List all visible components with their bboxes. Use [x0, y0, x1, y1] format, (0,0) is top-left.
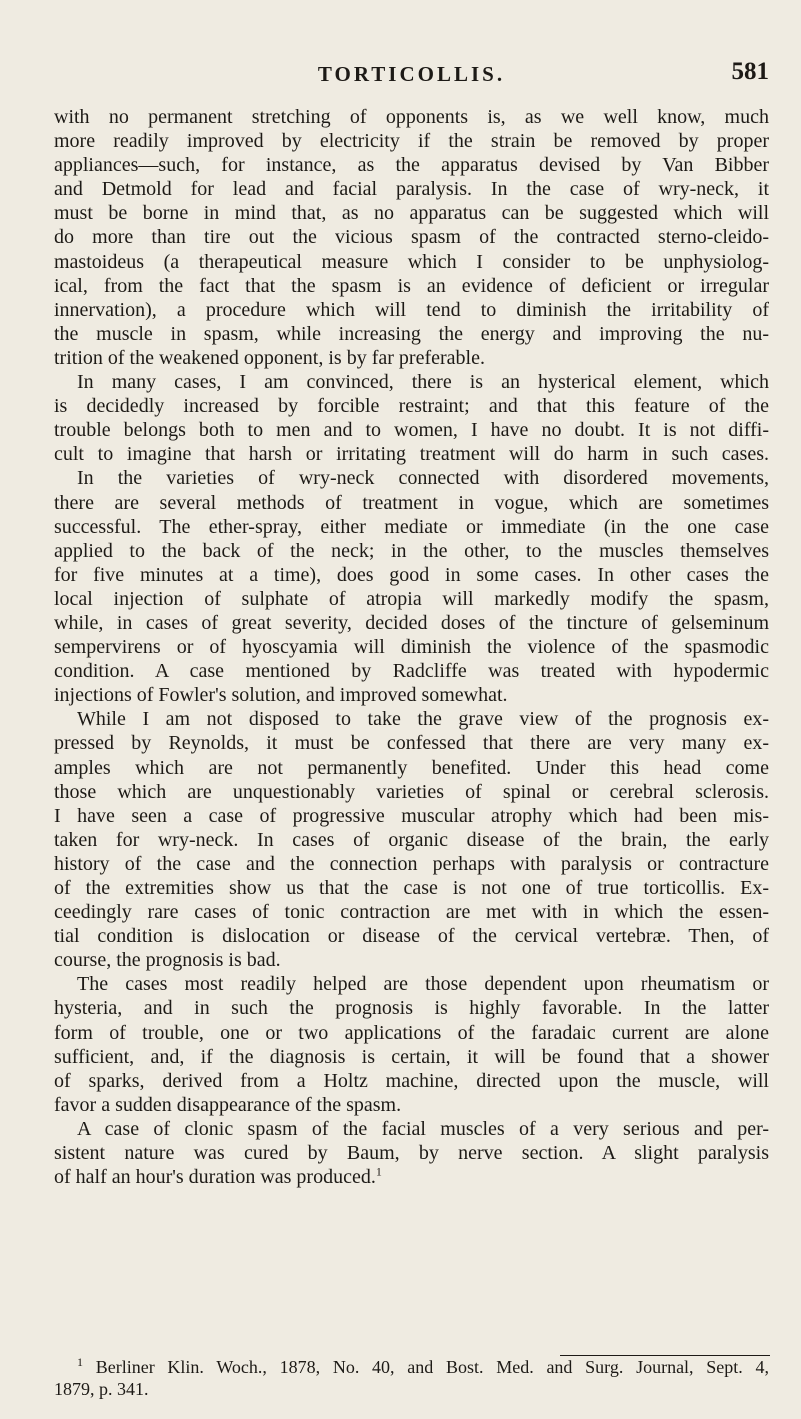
text-line: In the varieties of wry-neck connected with disordered movements,	[77, 467, 769, 490]
text-line: favor a sudden disappearance of the spasm.	[54, 1093, 402, 1116]
footnote-reference[interactable]: 1	[375, 1165, 382, 1179]
body-text	[54, 105, 769, 1189]
text-line: appliances—such, for instance, as the apparatus devised by Van Bibber	[54, 154, 769, 177]
text-line: the muscle in spasm, while increasing the energy and improving the nu-	[54, 322, 769, 345]
text-line: cult to imagine that harsh or irritating treatment will do harm in such cases.	[54, 443, 769, 466]
footnotes	[54, 1356, 769, 1400]
text-line: A case of clonic spasm of the facial muscles of a very serious and per-	[77, 1117, 769, 1140]
text-line: with no permanent stretching of opponents is, as we well know, much	[54, 106, 769, 128]
text-line: for five minutes at a time), does good in some cases. In other cases the	[54, 563, 769, 586]
text-line: pressed by Reynolds, it must be confessed that there are very many ex-	[54, 732, 769, 755]
footnote-line	[54, 1356, 769, 1378]
text-line: In many cases, I am convinced, there is an hysterical element, which	[77, 371, 769, 394]
text-line: must be borne in mind that, as no apparatus can be suggested which will	[54, 202, 769, 225]
text-line: while, in cases of great severity, decided doses of the tincture of gelseminum	[54, 611, 769, 634]
page-number: 581	[731, 58, 769, 85]
text-line: sempervirens or of hyoscyamia will diminish the violence of the spasmodic	[54, 636, 769, 659]
text-line: and Detmold for lead and facial paralysis. In the case of wry-neck, it	[54, 178, 769, 201]
text-line: I have seen a case of progressive muscular atrophy which had been mis-	[54, 804, 769, 827]
text-line: of sparks, derived from a Holtz machine, directed upon the muscle, will	[54, 1069, 769, 1092]
text-line: of the extremities show us that the case is not one of true torticollis. Ex-	[54, 877, 769, 899]
text-line-content: of half an hour's duration was produced.	[54, 1166, 376, 1189]
text-line: form of trouble, one or two applications of the faradaic current are alone	[54, 1021, 769, 1044]
text-line: The cases most readily helped are those dependent upon rheumatism or	[77, 973, 769, 996]
text-line: injections of Fowler's solution, and improved somewhat.	[54, 684, 508, 707]
text-line: amples which are not permanently benefited. Under this head come	[54, 756, 769, 779]
text-line: tial condition is dislocation or disease of the cervical vertebræ. Then, of	[54, 925, 769, 948]
text-line: ceedingly rare cases of tonic contraction are met with in which the essen-	[54, 901, 769, 924]
text-line: While I am not disposed to take the grave view of the prognosis ex-	[77, 708, 769, 731]
text-line: successful. The ether-spray, either mediate or immediate (in the one case	[54, 515, 769, 538]
text-line: hysteria, and in such the prognosis is highly favorable. In the latter	[54, 997, 769, 1020]
footnote-text: Berliner Klin. Woch., 1878, No. 40, and Bost. Med. and Surg. Journal, Sept. 4,	[95, 1357, 770, 1377]
text-line-with-footnote	[54, 1165, 769, 1189]
text-line: is decidedly increased by forcible restraint; and that this feature of the	[54, 395, 769, 418]
text-line: ical, from the fact that the spasm is an evidence of deficient or irregular	[54, 274, 769, 297]
text-line: trouble belongs both to men and to women, I have no doubt. It is not diffi-	[54, 419, 769, 442]
text-line: course, the prognosis is bad.	[54, 949, 281, 972]
text-line: there are several methods of treatment in vogue, which are sometimes	[54, 491, 769, 514]
text-line: sistent nature was cured by Baum, by nerve section. A slight paralysis	[54, 1142, 769, 1165]
text-line: sufficient, and, if the diagnosis is certain, it will be found that a shower	[54, 1045, 769, 1068]
footnote-marker: 1	[77, 1355, 83, 1369]
text-line: history of the case and the connection perhaps with paralysis or contracture	[54, 852, 769, 875]
footnote-line: 1879, p. 341.	[54, 1379, 149, 1399]
running-head	[54, 58, 769, 94]
text-line: more readily improved by electricity if the strain be removed by proper	[54, 130, 769, 153]
text-line: innervation), a procedure which will tend to diminish the irritability of	[54, 298, 769, 321]
text-line: those which are unquestionably varieties of spinal or cerebral sclerosis.	[54, 780, 769, 803]
text-line: do more than tire out the vicious spasm of the contracted sterno-cleido-	[54, 226, 769, 249]
text-line: trition of the weakened opponent, is by far preferable.	[54, 346, 485, 369]
text-line: applied to the back of the neck; in the other, to the muscles themselves	[54, 539, 769, 562]
text-line: taken for wry-neck. In cases of organic disease of the brain, the early	[54, 828, 769, 851]
running-title: TORTICOLLIS.	[317, 62, 506, 86]
text-line: local injection of sulphate of atropia will markedly modify the spasm,	[54, 587, 769, 610]
text-line: mastoideus (a therapeutical measure which I consider to be unphysiolog-	[54, 250, 769, 273]
text-line: condition. A case mentioned by Radcliffe was treated with hypodermic	[54, 660, 769, 683]
